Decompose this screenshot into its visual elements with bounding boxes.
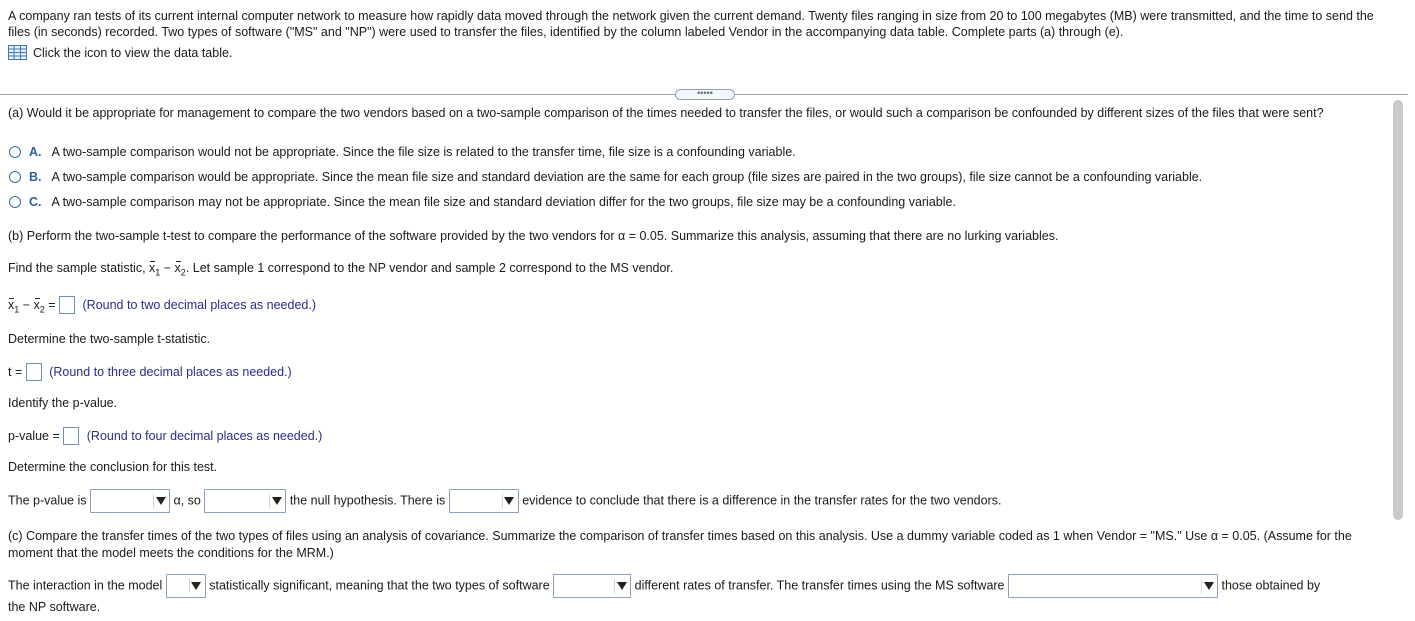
evidence-select[interactable] <box>449 489 519 513</box>
data-table-link[interactable] <box>8 45 232 63</box>
option-a-letter: A. <box>29 145 42 159</box>
t-label: t = <box>8 365 23 379</box>
dropdown-arrow-icon[interactable] <box>614 579 628 593</box>
find-suffix: . Let sample 1 correspond to the NP vendor and sample 2 correspond to the MS vendor. <box>185 261 674 275</box>
option-a[interactable] <box>9 145 796 159</box>
pvalue-compare-select[interactable] <box>90 489 170 513</box>
option-b[interactable] <box>9 170 1202 184</box>
radio-option-b[interactable] <box>9 171 21 183</box>
t-input[interactable] <box>26 363 42 381</box>
option-a-text: A two-sample comparison would not be appropriate. Since the file size is related to the transfer time, file size is a confounding variable. <box>51 145 796 159</box>
part-c-text-4: those obtained by <box>1221 578 1321 593</box>
concl-text-2: α, so <box>173 493 201 508</box>
p-prompt: Identify the p-value. <box>8 396 118 410</box>
part-c-text-3: different rates of transfer. The transfer times using the MS software <box>634 578 1005 593</box>
concl-text-4: evidence to conclude that there is a difference in the transfer rates for the two vendors. <box>522 493 1002 508</box>
concl-text-3: the null hypothesis. There is <box>289 493 446 508</box>
problem-intro: A company ran tests of its current internal computer network to measure how rapidly data moved through the network given the current demand. Twenty files ranging in size from 20 to 100 megabytes (MB) were transmitted, and the time to send the files (in seconds) recorded. Two types of software ("MS" and "NP") were used to transfer the files, identified by the column labeled Vendor in the accompanying data table. Complete parts (a) through (e). <box>8 9 1374 39</box>
software-rate-select[interactable] <box>553 574 631 598</box>
sample-statistic-prompt: Find the sample statistic, $x_1 - x_2$. Let sample 1 correspond to the NP vendor and sample 2 correspond to the MS vendor. <box>8 261 674 278</box>
vertical-scrollbar[interactable] <box>1393 100 1403 520</box>
t-prompt: Determine the two-sample t-statistic. <box>8 332 211 346</box>
radio-option-c[interactable] <box>9 196 21 208</box>
dropdown-arrow-icon[interactable] <box>153 494 167 508</box>
option-c-text: A two-sample comparison may not be appropriate. Since the mean file size and standard deviation differ for the two groups, file size may be a confounding variable. <box>51 195 956 209</box>
table-icon[interactable] <box>8 45 27 63</box>
hypothesis-decision-select[interactable] <box>204 489 286 513</box>
p-input[interactable] <box>63 427 79 445</box>
dropdown-arrow-icon[interactable] <box>189 579 203 593</box>
conclusion-row <box>8 489 1001 513</box>
data-table-link-text[interactable]: Click the icon to view the data table. <box>33 46 233 60</box>
conclusion-prompt: Determine the conclusion for this test. <box>8 460 218 474</box>
part-c-question: (c) Compare the transfer times of the two types of files using an analysis of covariance. Summarize the comparison of transfer times based on this analysis. Use a dummy variable coded as 1 when Vendor = "MS." Use α = 0.05. (Assume for the moment that the model meets the conditions for the MRM.) <box>8 529 1352 560</box>
dropdown-arrow-icon[interactable] <box>1201 579 1215 593</box>
radio-option-a[interactable] <box>9 146 21 158</box>
diff-hint: (Round to two decimal places as needed.) <box>82 298 316 312</box>
expand-handle[interactable]: ••••• <box>675 89 735 100</box>
dropdown-arrow-icon[interactable] <box>269 494 283 508</box>
concl-text-1: The p-value is <box>8 493 87 508</box>
dropdown-arrow-icon[interactable] <box>502 494 516 508</box>
diff-input[interactable] <box>59 296 75 314</box>
part-c-text-5: the NP software. <box>8 600 101 614</box>
part-b-question: (b) Perform the two-sample t-test to compare the performance of the software provided by the two vendors for α = 0.05. Summarize this analysis, assuming that there are no lurking variables. <box>8 229 1059 243</box>
diff-answer-row: $x_1 - x_2$ = (Round to two decimal places as needed.) <box>8 298 316 315</box>
t-answer-row <box>8 363 292 381</box>
t-hint: (Round to three decimal places as needed.) <box>49 365 292 379</box>
p-label: p-value = <box>8 429 60 443</box>
p-answer-row <box>8 427 322 445</box>
option-b-letter: B. <box>29 170 42 184</box>
option-b-text: A two-sample comparison would be appropriate. Since the mean file size and standard deviation are the same for each group (file sizes are paired in the two groups), file size cannot be a confounding variable. <box>51 170 1203 184</box>
find-prefix: Find the sample statistic, <box>8 261 150 275</box>
p-hint: (Round to four decimal places as needed.) <box>86 429 323 443</box>
option-c[interactable] <box>9 195 956 209</box>
option-c-letter: C. <box>29 195 42 209</box>
part-a-question: (a) Would it be appropriate for management to compare the two vendors based on a two-sample comparison of the times needed to transfer the files, or would such a comparison be confounded by different sizes of the files that were sent? <box>8 106 1324 120</box>
ms-comparison-select[interactable] <box>1008 574 1218 598</box>
interaction-significance-select[interactable] <box>166 574 206 598</box>
part-c-text-2: statistically significant, meaning that the two types of software <box>209 578 550 593</box>
part-c-text-1: The interaction in the model <box>8 578 163 593</box>
part-c-answer-row <box>8 574 1320 598</box>
